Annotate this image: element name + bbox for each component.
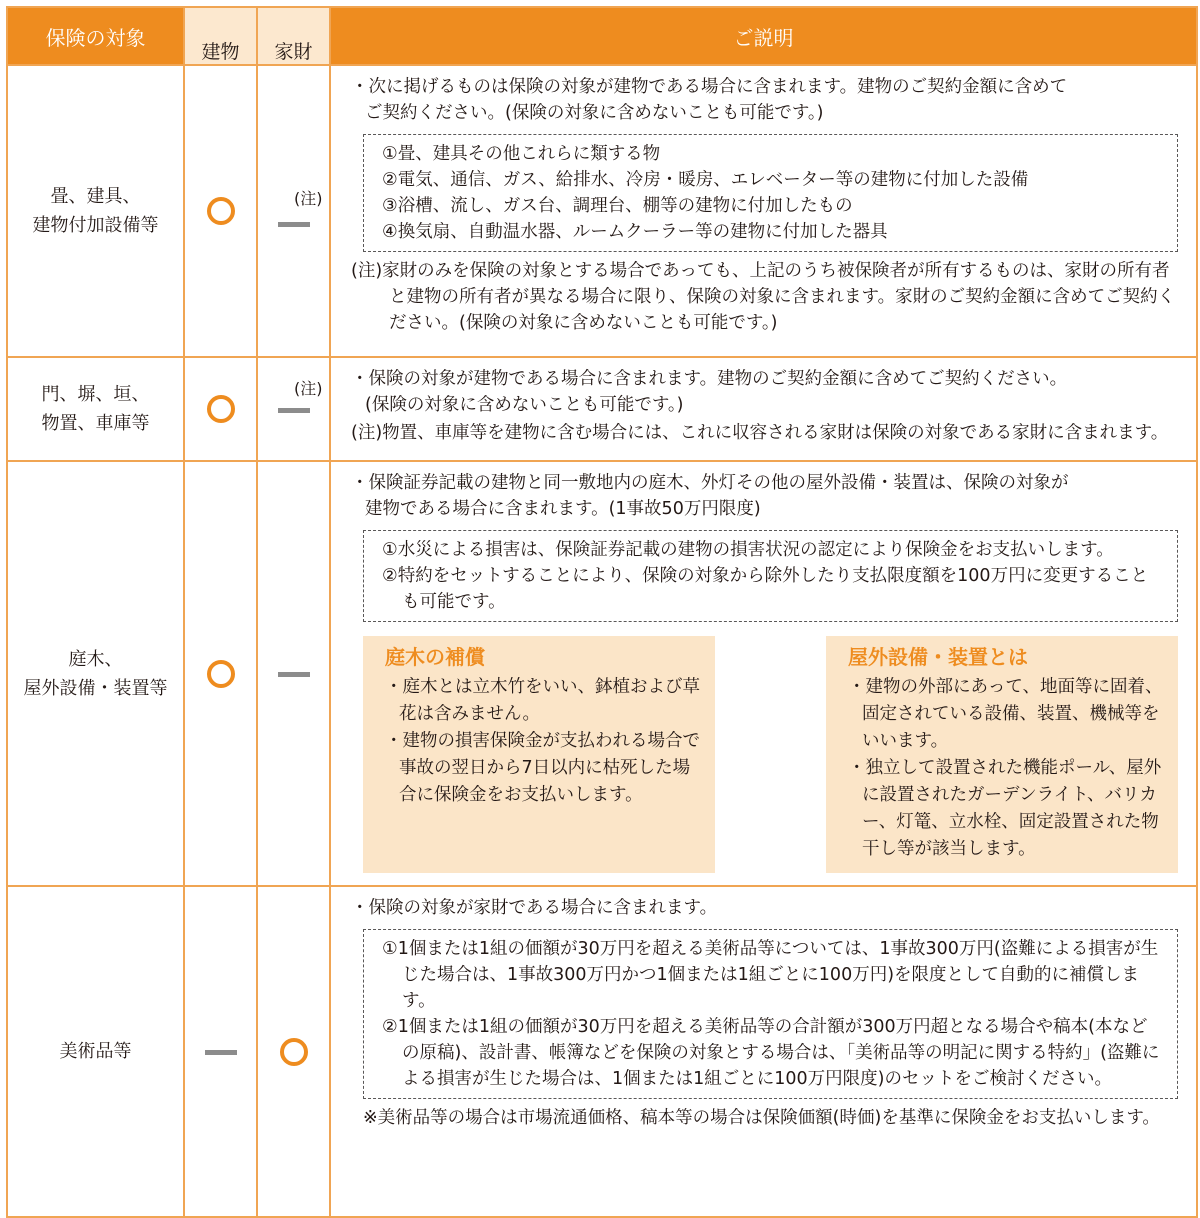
bullet-text: ・保険証券記載の建物と同一敷地内の庭木、外灯その他の屋外設備・装置は、保険の対象が 建物である場合に含まれます。(1事故50万円限度) <box>351 473 1069 519</box>
description-cell <box>330 886 1197 1217</box>
circle-mark-icon <box>207 197 235 225</box>
table-row <box>7 461 1197 886</box>
note-marker: (注) <box>294 189 323 208</box>
dashed-box <box>363 134 1178 252</box>
object-line: 庭木、 <box>68 648 123 670</box>
list-item: ②電気、通信、ガス、給排水、冷房・暖房、エレベーター等の建物に付加した設備 <box>382 170 1029 190</box>
panel-item: ・独立して設置された機能ポール、屋外に設置されたガーデンライト、バリカー、灯篭、立水栓、固定設置された物干し等が該当します。 <box>848 758 1162 859</box>
building-mark-cell <box>184 886 257 1217</box>
object-cell <box>7 357 184 461</box>
list-item: ②1個または1組の価額が30万円を超える美術品等の合計額が300万円超となる場合や稿本(本などの原稿)、設計書、帳簿などを保険の対象とする場合は、「美術品等の明記に関する特約」(盗難による損害が生じた場合は、1個または1組ごとに100万円限度)のセットをご検討ください。 <box>382 1017 1160 1089</box>
header-object: 保険の対象 <box>7 7 184 65</box>
table-row <box>7 357 1197 461</box>
object-cell <box>7 65 184 357</box>
table-row <box>7 65 1197 357</box>
info-panel <box>363 636 715 873</box>
building-mark-cell <box>184 461 257 886</box>
table-row <box>7 886 1197 1217</box>
circle-mark-icon <box>207 660 235 688</box>
panel-title: 屋外設備・装置とは <box>848 645 1028 669</box>
header-description: ご説明 <box>330 7 1197 65</box>
bullet-text: ・保険の対象が建物である場合に含まれます。建物のご契約金額に含めてご契約ください。 (保険の対象に含めないことも可能です。) <box>351 369 1068 415</box>
panel-item: ・庭木とは立木竹をいい、鉢植および草花は含みません。 <box>385 677 700 724</box>
dash-mark-icon <box>278 222 310 227</box>
description-cell <box>330 357 1197 461</box>
object-line: 畳、建具、 <box>50 186 141 207</box>
dash-mark-icon <box>205 1050 237 1055</box>
object-cell <box>7 461 184 886</box>
dash-mark-icon <box>278 672 310 677</box>
description-cell <box>330 461 1197 886</box>
header-contents: 家財 <box>257 7 330 65</box>
description-cell <box>330 65 1197 357</box>
note-text: (注)家財のみを保険の対象とする場合であっても、上記のうち被保険者が所有するものは、家財の所有者と建物の所有者が異なる場合に限り、保険の対象に含まれます。家財のご契約金額に含めてご契約ください。(保険の対象に含めないことも可能です。) <box>351 261 1176 333</box>
building-mark-cell <box>184 357 257 461</box>
list-item: ①1個または1組の価額が30万円を超える美術品等については、1事故300万円(盗難による損害が生じた場合は、1事故300万円かつ1個または1組ごとに100万円)を限度として自動的に補償します。 <box>382 939 1159 1011</box>
list-item: ③浴槽、流し、ガス台、調理台、棚等の建物に付加したもの <box>382 196 853 216</box>
panel-item: ・建物の外部にあって、地面等に固着、固定されている設備、装置、機械等をいいます。 <box>848 677 1163 751</box>
contents-mark-cell <box>257 65 330 357</box>
bullet-text: ・保険の対象が家財である場合に含まれます。 <box>351 898 718 918</box>
bullet-text: ・次に掲げるものは保険の対象が建物である場合に含まれます。建物のご契約金額に含めて ご契約ください。(保険の対象に含めないことも可能です。) <box>351 77 1068 123</box>
note-text: (注)物置、車庫等を建物に含む場合には、これに収容される家財は保険の対象である家財に含まれます。 <box>351 423 1169 443</box>
list-item: ②特約をセットすることにより、保険の対象から除外したり支払限度額を100万円に変更することも可能です。 <box>382 566 1149 612</box>
info-panel <box>826 636 1178 873</box>
circle-mark-icon <box>280 1038 308 1066</box>
contents-mark-cell <box>257 886 330 1217</box>
contents-mark-cell <box>257 357 330 461</box>
list-item: ④換気扇、自動温水器、ルームクーラー等の建物に付加した器具 <box>382 222 888 242</box>
header-building: 建物 <box>184 7 257 65</box>
circle-mark-icon <box>207 395 235 423</box>
object-line: 美術品等 <box>59 1041 132 1062</box>
list-item: ①畳、建具その他これらに類する物 <box>382 144 661 164</box>
info-panels <box>363 636 1178 873</box>
object-line: 門、塀、垣、 <box>41 384 150 405</box>
dashed-box <box>363 530 1178 622</box>
object-line: 物置、車庫等 <box>41 413 150 434</box>
object-cell <box>7 886 184 1217</box>
object-line: 屋外設備・装置等 <box>23 677 168 699</box>
coverage-table <box>6 6 1198 1218</box>
dashed-box <box>363 929 1178 1099</box>
object-line: 建物付加設備等 <box>32 215 159 236</box>
building-mark-cell <box>184 65 257 357</box>
dash-mark-icon <box>278 408 310 413</box>
list-item: ①水災による損害は、保険証券記載の建物の損害状況の認定により保険金をお支払いします。 <box>382 540 1114 560</box>
note-text: ※美術品等の場合は市場流通価格、稿本等の場合は保険価額(時価)を基準に保険金をお支払いします。 <box>363 1108 1160 1128</box>
contents-mark-cell <box>257 461 330 886</box>
panel-item: ・建物の損害保険金が支払われる場合で事故の翌日から7日以内に枯死した場合に保険金をお支払いします。 <box>385 731 700 805</box>
note-marker: (注) <box>294 379 323 398</box>
panel-title: 庭木の補償 <box>385 645 485 669</box>
